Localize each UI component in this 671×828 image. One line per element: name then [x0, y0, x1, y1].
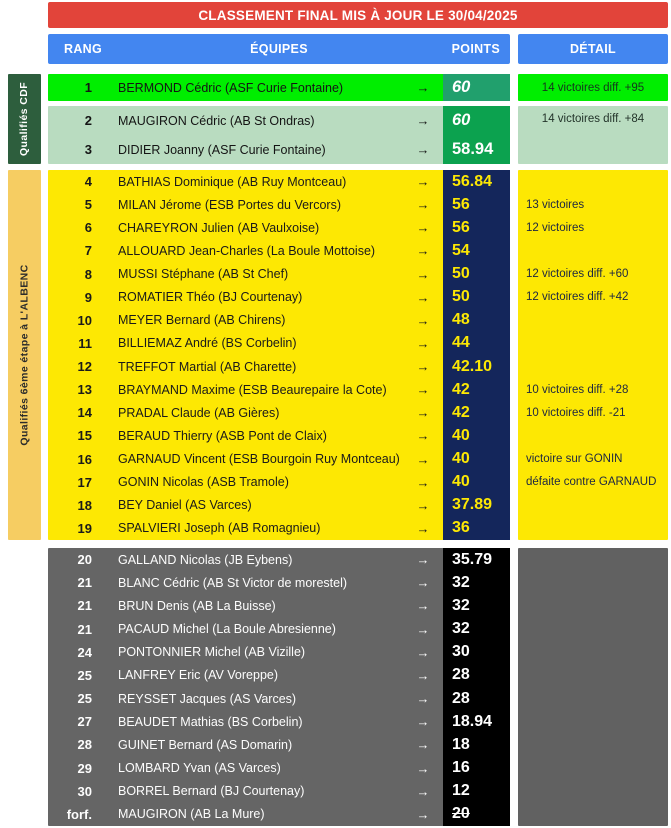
arrow-right-icon: → [416, 289, 430, 305]
rank-cell: 28 [77, 737, 92, 753]
team-cell: BLANC Cédric (AB St Victor de morestel) [118, 575, 348, 590]
arrow-right-icon: → [416, 243, 430, 259]
rank-cell: forf. [66, 806, 92, 822]
detail-row [518, 309, 668, 332]
team-cell: MUSSI Stéphane (AB St Chef) [118, 267, 289, 282]
points-cell: 40 [443, 448, 510, 471]
points-cell: 56 [443, 216, 510, 239]
arrow-right-icon: → [416, 737, 430, 753]
rank-cell: 5 [84, 197, 92, 213]
detail-row [518, 471, 668, 494]
rank-cell: 6 [84, 220, 92, 236]
table-row [48, 74, 510, 101]
rank-cell: 3 [84, 142, 92, 157]
detail-text: 14 victoires diff. +95 [541, 81, 645, 94]
arrow-right-icon: → [416, 691, 430, 707]
points-cell: 40 [443, 471, 510, 494]
team-cell: BORREL Bernard (BJ Courtenay) [118, 784, 305, 799]
points-cell: 44 [443, 332, 510, 355]
points-cell: 18.94 [443, 710, 510, 733]
table-row [48, 424, 510, 447]
team-cell: TREFFOT Martial (AB Charette) [118, 359, 297, 374]
detail-row [518, 239, 668, 262]
rank-cell: 7 [84, 243, 92, 259]
table-row [48, 664, 510, 687]
team-cell: MAUGIRON Cédric (AB St Ondras) [118, 113, 315, 128]
rank-cell: 21 [77, 575, 92, 591]
column-header-equipes: ÉQUIPES [250, 42, 308, 56]
rank-cell: 8 [84, 266, 92, 282]
table-row [48, 193, 510, 216]
points-cell: 54 [443, 239, 510, 262]
rank-cell: 21 [77, 621, 92, 637]
team-cell: PONTONNIER Michel (AB Vizille) [118, 645, 306, 660]
rank-cell: 25 [77, 691, 92, 707]
table-row [48, 803, 510, 826]
team-cell: GARNAUD Vincent (ESB Bourgoin Ruy Montceau) [118, 452, 400, 467]
arrow-right-icon: → [416, 80, 430, 95]
points-cell: 32 [443, 571, 510, 594]
table-row [48, 401, 510, 424]
table-row [48, 471, 510, 494]
rank-cell: 29 [77, 760, 92, 776]
detail-row [518, 448, 668, 471]
rank-cell: 25 [77, 667, 92, 683]
detail-row [518, 424, 668, 447]
arrow-right-icon: → [416, 113, 430, 128]
arrow-right-icon: → [416, 520, 430, 536]
table-row [48, 687, 510, 710]
detail-row [518, 216, 668, 239]
detail-text: 10 victoires diff. -21 [526, 406, 626, 419]
table-row [48, 355, 510, 378]
team-cell: BATHIAS Dominique (AB Ruy Montceau) [118, 174, 347, 189]
team-cell: ROMATIER Théo (BJ Courtenay) [118, 290, 303, 305]
points-cell: 16 [443, 757, 510, 780]
points-cell: 56 [443, 193, 510, 216]
team-cell: BILLIEMAZ André (BS Corbelin) [118, 336, 297, 351]
detail-row [518, 517, 668, 540]
points-cell: 50 [443, 263, 510, 286]
rank-cell: 2 [84, 113, 92, 128]
arrow-right-icon: → [416, 451, 430, 467]
team-cell: BEY Daniel (AS Varces) [118, 498, 252, 513]
table-row [48, 733, 510, 756]
detail-header-label: DÉTAIL [569, 42, 616, 56]
team-cell: SPALVIERI Joseph (AB Romagnieu) [118, 521, 321, 536]
table-row [48, 780, 510, 803]
arrow-right-icon: → [416, 714, 430, 730]
rank-cell: 13 [77, 382, 92, 398]
arrow-right-icon: → [416, 335, 430, 351]
points-cell: 42 [443, 378, 510, 401]
title-bar [48, 2, 668, 28]
arrow-right-icon: → [416, 783, 430, 799]
arrow-right-icon: → [416, 621, 430, 637]
table-row [48, 106, 510, 135]
table-row [48, 216, 510, 239]
detail-text: 14 victoires diff. +84 [541, 113, 645, 125]
team-cell: PACAUD Michel (La Boule Abresienne) [118, 622, 336, 637]
points-cell: 20 [443, 803, 510, 826]
page-title: CLASSEMENT FINAL MIS À JOUR LE 30/04/2025 [198, 7, 518, 23]
team-cell: GALLAND Nicolas (JB Eybens) [118, 552, 293, 567]
detail-text: 12 victoires diff. +42 [526, 291, 629, 304]
team-cell: GUINET Bernard (AS Domarin) [118, 737, 293, 752]
table-row [48, 517, 510, 540]
team-cell: PRADAL Claude (AB Gières) [118, 405, 280, 420]
column-header-points: POINTS [451, 42, 500, 56]
arrow-right-icon: → [416, 405, 430, 421]
detail-row [518, 355, 668, 378]
points-cell: 37.89 [443, 494, 510, 517]
section-podium-rank2-3 [48, 106, 510, 164]
section-podium-rank1 [48, 74, 510, 101]
points-cell: 40 [443, 424, 510, 447]
detail-row [518, 401, 668, 424]
points-cell: 48 [443, 309, 510, 332]
sidebar-qualifies-cdf [8, 74, 41, 164]
detail-text: 12 victoires diff. +60 [526, 268, 629, 281]
points-cell: 32 [443, 618, 510, 641]
detail-row [518, 332, 668, 355]
arrow-right-icon: → [416, 266, 430, 282]
points-cell: 28 [443, 687, 510, 710]
arrow-right-icon: → [416, 197, 430, 213]
table-row [48, 448, 510, 471]
rank-cell: 27 [77, 714, 92, 730]
rank-cell: 4 [84, 174, 92, 190]
detail-box-non-qualifies [518, 548, 668, 826]
team-cell: BEAUDET Mathias (BS Corbelin) [118, 714, 303, 729]
team-cell: MEYER Bernard (AB Chirens) [118, 313, 286, 328]
team-cell: REYSSET Jacques (AS Varces) [118, 691, 297, 706]
table-row [48, 710, 510, 733]
arrow-right-icon: → [416, 174, 430, 190]
arrow-right-icon: → [416, 382, 430, 398]
arrow-right-icon: → [416, 142, 430, 157]
section-qualifies-albenc [48, 170, 510, 540]
rank-cell: 18 [77, 497, 92, 513]
team-cell: MAUGIRON (AB La Mure) [118, 807, 265, 822]
arrow-right-icon: → [416, 760, 430, 776]
arrow-right-icon: → [416, 428, 430, 444]
arrow-right-icon: → [416, 575, 430, 591]
rank-cell: 10 [77, 312, 92, 328]
points-cell: 58.94 [443, 135, 510, 164]
arrow-right-icon: → [416, 552, 430, 568]
detail-text: 13 victoires [526, 198, 585, 211]
arrow-right-icon: → [416, 667, 430, 683]
rank-cell: 1 [84, 80, 92, 95]
rank-cell: 11 [78, 335, 92, 351]
rank-cell: 12 [77, 359, 92, 375]
team-cell: BERAUD Thierry (ASB Pont de Claix) [118, 428, 327, 443]
table-row [48, 594, 510, 617]
points-cell: 42.10 [443, 355, 510, 378]
table-row [48, 757, 510, 780]
points-cell: 60 [443, 106, 510, 135]
table-row [48, 548, 510, 571]
detail-box-albenc [518, 170, 668, 540]
rank-cell: 14 [77, 405, 92, 421]
table-row [48, 618, 510, 641]
points-cell: 36 [443, 517, 510, 540]
team-cell: LANFREY Eric (AV Voreppe) [118, 668, 279, 683]
rank-cell: 17 [77, 474, 92, 490]
table-row [48, 286, 510, 309]
points-cell: 28 [443, 664, 510, 687]
points-cell: 60 [443, 74, 510, 101]
rank-cell: 20 [77, 552, 92, 568]
rank-cell: 21 [77, 598, 92, 614]
arrow-right-icon: → [416, 220, 430, 236]
detail-row [518, 170, 668, 193]
points-cell: 35.79 [443, 548, 510, 571]
detail-row [518, 286, 668, 309]
table-row [48, 263, 510, 286]
arrow-right-icon: → [416, 312, 430, 328]
detail-row [518, 494, 668, 517]
table-row [48, 494, 510, 517]
table-row [48, 571, 510, 594]
detail-text: 10 victoires diff. +28 [526, 383, 629, 396]
rank-cell: 24 [77, 644, 92, 660]
team-cell: MILAN Jérome (ESB Portes du Vercors) [118, 197, 341, 212]
team-cell: CHAREYRON Julien (AB Vaulxoise) [118, 220, 320, 235]
table-row [48, 170, 510, 193]
points-cell: 30 [443, 641, 510, 664]
points-cell: 32 [443, 594, 510, 617]
arrow-right-icon: → [416, 644, 430, 660]
table-row [48, 378, 510, 401]
arrow-right-icon: → [416, 806, 430, 822]
team-cell: ALLOUARD Jean-Charles (La Boule Mottoise) [118, 243, 376, 258]
rank-cell: 30 [77, 783, 92, 799]
arrow-right-icon: → [416, 474, 430, 490]
detail-row [518, 378, 668, 401]
detail-box-rank1 [518, 74, 668, 101]
detail-text: défaite contre GARNAUD [526, 476, 657, 489]
detail-row [518, 263, 668, 286]
team-cell: BRUN Denis (AB La Buisse) [118, 598, 276, 613]
rank-cell: 16 [77, 451, 92, 467]
points-cell: 18 [443, 733, 510, 756]
points-cell: 42 [443, 401, 510, 424]
detail-box-rank2-3 [518, 106, 668, 164]
rank-cell: 19 [77, 520, 92, 536]
table-row [48, 135, 510, 164]
points-cell: 12 [443, 780, 510, 803]
team-cell: BRAYMAND Maxime (ESB Beaurepaire la Cote) [118, 382, 387, 397]
team-cell: BERMOND Cédric (ASF Curie Fontaine) [118, 80, 344, 95]
sidebar-albenc-label: Qualifiés 6ème étape à L'ALBENC [18, 264, 31, 446]
sidebar-cdf-label: Qualifiés CDF [18, 81, 31, 157]
detail-text: victoire sur GONIN [526, 453, 623, 466]
team-cell: DIDIER Joanny (ASF Curie Fontaine) [118, 142, 326, 157]
points-cell: 50 [443, 286, 510, 309]
team-cell: LOMBARD Yvan (AS Varces) [118, 761, 281, 776]
table-row [48, 332, 510, 355]
table-header [48, 34, 510, 64]
arrow-right-icon: → [416, 359, 430, 375]
sidebar-qualifies-albenc [8, 170, 41, 540]
team-cell: GONIN Nicolas (ASB Tramole) [118, 475, 289, 490]
section-non-qualifies [48, 548, 510, 826]
table-row [48, 641, 510, 664]
points-cell: 56.84 [443, 170, 510, 193]
rank-cell: 15 [77, 428, 92, 444]
detail-text: 12 victoires [526, 221, 585, 234]
column-header-detail [518, 34, 668, 64]
rank-cell: 9 [84, 289, 92, 305]
detail-row [518, 193, 668, 216]
table-row [48, 239, 510, 262]
arrow-right-icon: → [416, 497, 430, 513]
column-header-rang: RANG [64, 42, 103, 56]
arrow-right-icon: → [416, 598, 430, 614]
table-row [48, 309, 510, 332]
